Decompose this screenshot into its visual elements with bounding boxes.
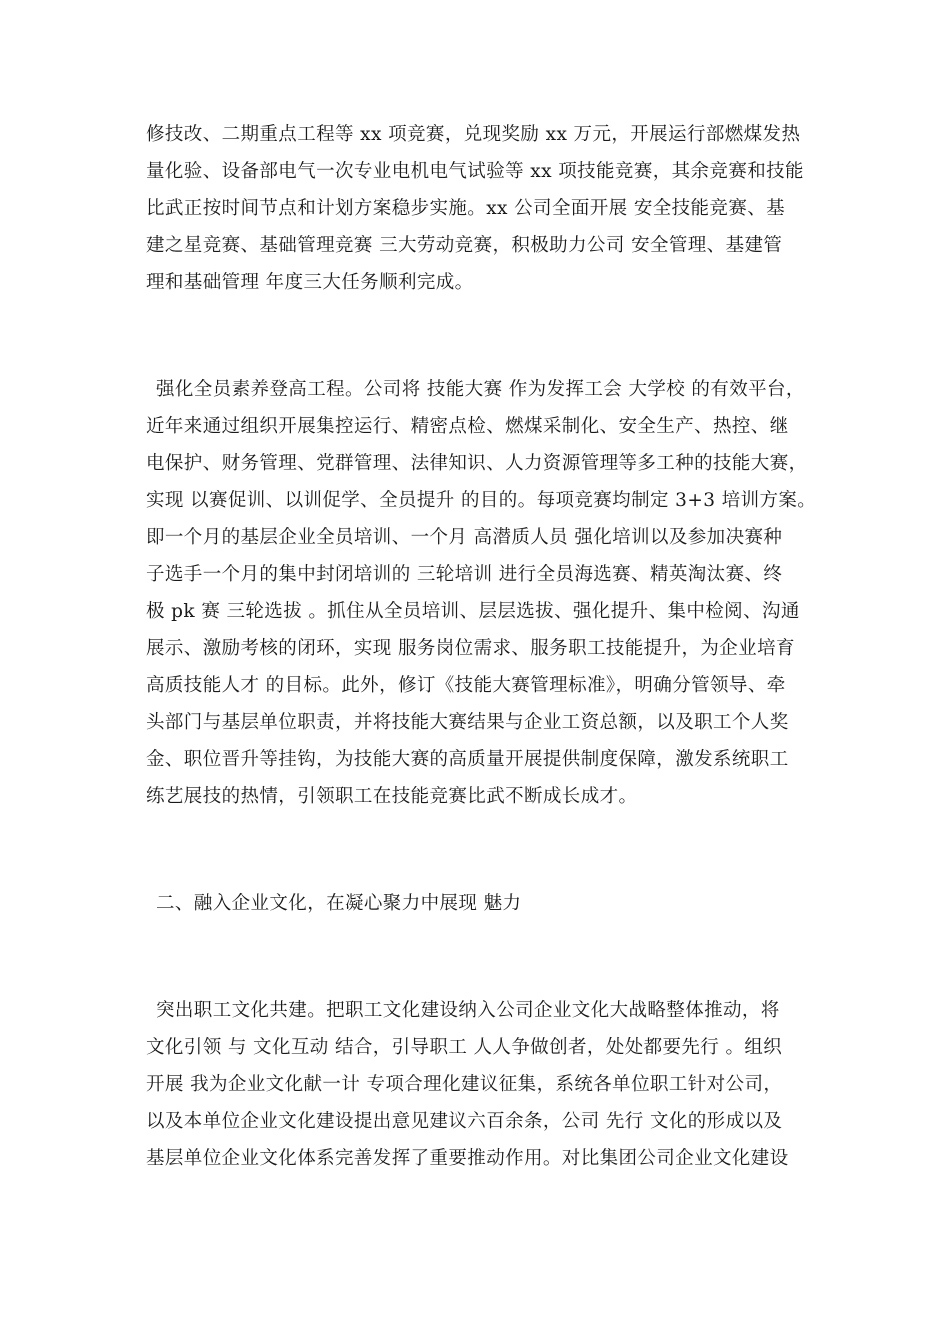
text-line: 金、职位晋升等挂钩，为技能大赛的高质量开展提供制度保障，激发系统职工 xyxy=(146,749,789,770)
text-line: 即一个月的基层企业全员培训、一个月 高潜质人员 强化培训以及参加决赛种 xyxy=(146,527,783,548)
text-line: 强化全员素养登高工程。公司将 技能大赛 作为发挥工会 大学校 的有效平台， xyxy=(156,379,805,400)
text-line: 量化验、设备部电气一次专业电机电气试验等 xx 项技能竞赛，其余竞赛和技能 xyxy=(146,161,804,182)
text-line: 修技改、二期重点工程等 xx 项竞赛，兑现奖励 xx 万元，开展运行部燃煤发热 xyxy=(146,124,801,145)
text-line: 头部门与基层单位职责，并将技能大赛结果与企业工资总额，以及职工个人奖 xyxy=(146,712,789,733)
text-line: 开展 我为企业文化献一计 专项合理化建议征集，系统各单位职工针对公司， xyxy=(146,1074,783,1095)
text-line: 极 pk 赛 三轮选拔 。抓住从全员培训、层层选拔、强化提升、集中检阅、沟通 xyxy=(146,601,800,622)
text-line: 实现 以赛促训、以训促学、全员提升 的目的。每项竞赛均制定 3+3 培训方案。 xyxy=(146,490,817,511)
text-line: 以及本单位企业文化建设提出意见建议六百余条，公司 先行 文化的形成以及 xyxy=(146,1111,783,1132)
text-line: 展示、激励考核的闭环，实现 服务岗位需求、服务职工技能提升，为企业培育 xyxy=(146,638,795,659)
text-line: 突出职工文化共建。把职工文化建设纳入公司企业文化大战略整体推动，将 xyxy=(156,1000,780,1021)
text-line: 练艺展技的热情，引领职工在技能竞赛比武不断成长成才。 xyxy=(146,786,638,807)
text-line: 近年来通过组织开展集控运行、精密点检、燃煤采制化、安全生产、热控、继 xyxy=(146,416,789,437)
text-line: 电保护、财务管理、党群管理、法律知识、人力资源管理等多工种的技能大赛， xyxy=(146,453,808,474)
text-line: 比武正按时间节点和计划方案稳步实施。xx 公司全面开展 安全技能竞赛、基 xyxy=(146,198,786,219)
text-line: 文化引领 与 文化互动 结合，引导职工 人人争做创者，处处都要先行 。组织 xyxy=(146,1037,783,1058)
text-line: 建之星竞赛、基础管理竞赛 三大劳动竞赛，积极助力公司 安全管理、基建管 xyxy=(146,235,783,256)
text-line: 子选手一个月的集中封闭培训的 三轮培训 进行全员海选赛、精英淘汰赛、终 xyxy=(146,564,783,585)
section-heading: 二、融入企业文化，在凝心聚力中展现 魅力 xyxy=(156,893,522,914)
text-line: 基层单位企业文化体系完善发挥了重要推动作用。对比集团公司企业文化建设 xyxy=(146,1148,789,1169)
text-line: 理和基础管理 年度三大任务顺利完成。 xyxy=(146,272,474,293)
text-line: 高质技能人才 的目标。此外，修订《技能大赛管理标准》，明确分管领导、牵 xyxy=(146,675,786,696)
